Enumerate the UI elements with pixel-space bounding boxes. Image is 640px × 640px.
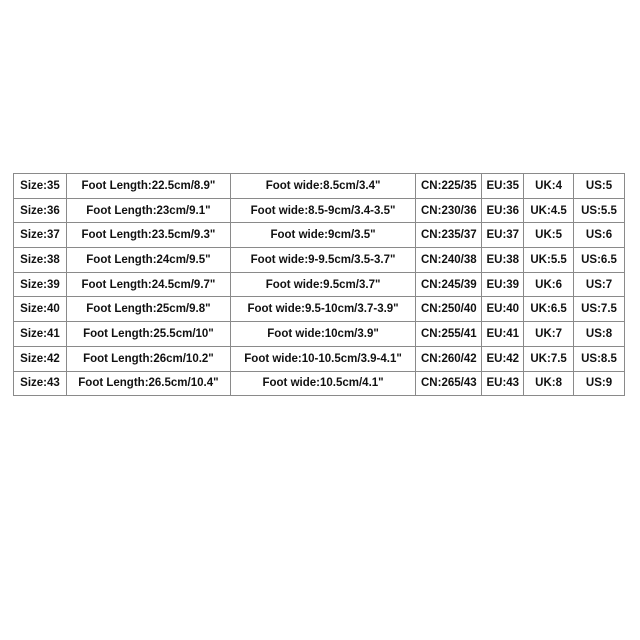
- table-row: [14, 272, 625, 297]
- foot-wide-cell: Foot wide:9.5-10cm/3.7-3.9": [230, 297, 415, 322]
- foot-wide-cell: Foot wide:9-9.5cm/3.5-3.7": [230, 248, 415, 273]
- table-row: [14, 248, 625, 273]
- foot-wide-cell: Foot wide:9cm/3.5": [230, 223, 415, 248]
- eu-size-cell: EU:35: [482, 174, 524, 199]
- cn-size-cell: CN:265/43: [416, 371, 482, 396]
- cn-size-cell: CN:260/42: [416, 346, 482, 371]
- foot-length-cell: Foot Length:26cm/10.2": [66, 346, 230, 371]
- eu-size-cell: EU:40: [482, 297, 524, 322]
- size-cell: Size:41: [14, 322, 67, 347]
- table-row: [14, 371, 625, 396]
- foot-wide-cell: Foot wide:9.5cm/3.7": [230, 272, 415, 297]
- eu-size-cell: EU:37: [482, 223, 524, 248]
- size-chart-table: [13, 173, 625, 396]
- eu-size-cell: EU:41: [482, 322, 524, 347]
- cn-size-cell: CN:235/37: [416, 223, 482, 248]
- size-cell: Size:38: [14, 248, 67, 273]
- uk-size-cell: UK:5.5: [524, 248, 574, 273]
- table-row: [14, 346, 625, 371]
- size-chart-body: [14, 174, 625, 396]
- eu-size-cell: EU:42: [482, 346, 524, 371]
- uk-size-cell: UK:8: [524, 371, 574, 396]
- foot-wide-cell: Foot wide:10cm/3.9": [230, 322, 415, 347]
- us-size-cell: US:6.5: [574, 248, 625, 273]
- us-size-cell: US:8.5: [574, 346, 625, 371]
- size-cell: Size:39: [14, 272, 67, 297]
- table-row: [14, 223, 625, 248]
- cn-size-cell: CN:230/36: [416, 198, 482, 223]
- size-cell: Size:40: [14, 297, 67, 322]
- foot-length-cell: Foot Length:23cm/9.1": [66, 198, 230, 223]
- cn-size-cell: CN:225/35: [416, 174, 482, 199]
- foot-length-cell: Foot Length:25cm/9.8": [66, 297, 230, 322]
- foot-wide-cell: Foot wide:10-10.5cm/3.9-4.1": [230, 346, 415, 371]
- uk-size-cell: UK:6.5: [524, 297, 574, 322]
- foot-wide-cell: Foot wide:8.5cm/3.4": [230, 174, 415, 199]
- us-size-cell: US:5.5: [574, 198, 625, 223]
- uk-size-cell: UK:4.5: [524, 198, 574, 223]
- foot-length-cell: Foot Length:22.5cm/8.9": [66, 174, 230, 199]
- size-cell: Size:42: [14, 346, 67, 371]
- foot-length-cell: Foot Length:24.5cm/9.7": [66, 272, 230, 297]
- eu-size-cell: EU:43: [482, 371, 524, 396]
- cn-size-cell: CN:250/40: [416, 297, 482, 322]
- uk-size-cell: UK:7: [524, 322, 574, 347]
- table-row: [14, 297, 625, 322]
- foot-wide-cell: Foot wide:10.5cm/4.1": [230, 371, 415, 396]
- us-size-cell: US:9: [574, 371, 625, 396]
- foot-wide-cell: Foot wide:8.5-9cm/3.4-3.5": [230, 198, 415, 223]
- foot-length-cell: Foot Length:26.5cm/10.4": [66, 371, 230, 396]
- cn-size-cell: CN:240/38: [416, 248, 482, 273]
- eu-size-cell: EU:39: [482, 272, 524, 297]
- eu-size-cell: EU:36: [482, 198, 524, 223]
- us-size-cell: US:6: [574, 223, 625, 248]
- cn-size-cell: CN:255/41: [416, 322, 482, 347]
- us-size-cell: US:7: [574, 272, 625, 297]
- uk-size-cell: UK:6: [524, 272, 574, 297]
- uk-size-cell: UK:7.5: [524, 346, 574, 371]
- us-size-cell: US:7.5: [574, 297, 625, 322]
- size-cell: Size:36: [14, 198, 67, 223]
- us-size-cell: US:8: [574, 322, 625, 347]
- cn-size-cell: CN:245/39: [416, 272, 482, 297]
- uk-size-cell: UK:5: [524, 223, 574, 248]
- foot-length-cell: Foot Length:23.5cm/9.3": [66, 223, 230, 248]
- foot-length-cell: Foot Length:24cm/9.5": [66, 248, 230, 273]
- size-cell: Size:35: [14, 174, 67, 199]
- foot-length-cell: Foot Length:25.5cm/10": [66, 322, 230, 347]
- size-cell: Size:37: [14, 223, 67, 248]
- us-size-cell: US:5: [574, 174, 625, 199]
- uk-size-cell: UK:4: [524, 174, 574, 199]
- table-row: [14, 198, 625, 223]
- size-cell: Size:43: [14, 371, 67, 396]
- table-row: [14, 322, 625, 347]
- eu-size-cell: EU:38: [482, 248, 524, 273]
- table-row: [14, 174, 625, 199]
